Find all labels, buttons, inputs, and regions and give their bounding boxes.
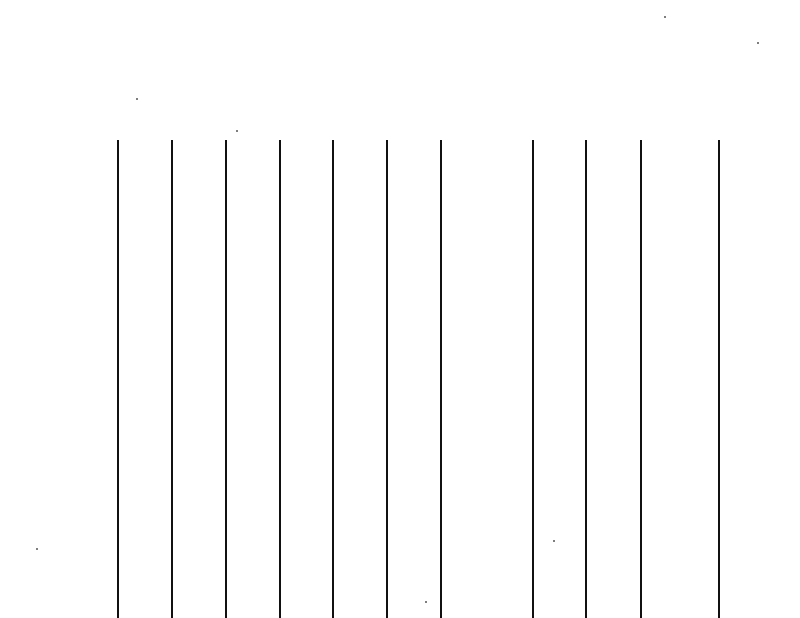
- signature-entry-9: [176, 140, 222, 618]
- signature-entry-11: [68, 140, 114, 618]
- signature-entry-2: [590, 140, 638, 618]
- row-divider: [585, 140, 587, 618]
- signature-entry-8: [230, 140, 276, 618]
- row-divider: [171, 140, 173, 618]
- row-divider: [225, 140, 227, 618]
- scan-speck: [236, 130, 238, 132]
- signature-entry-4: [446, 140, 530, 618]
- signature-entry-3: [536, 140, 584, 618]
- signature-entry-7: [284, 140, 330, 618]
- scan-speck: [36, 548, 38, 550]
- signature-entry-10: [122, 140, 168, 618]
- row-divider: [386, 140, 388, 618]
- row-divider: [532, 140, 534, 618]
- signature-entry-6: [338, 140, 384, 618]
- row-divider: [440, 140, 442, 618]
- signature-entry-5: [392, 140, 438, 618]
- row-divider: [117, 140, 119, 618]
- row-divider: [279, 140, 281, 618]
- row-divider: [718, 140, 720, 618]
- row-divider: [640, 140, 642, 618]
- scan-speck: [757, 42, 759, 44]
- row-divider: [332, 140, 334, 618]
- scan-speck: [664, 16, 666, 18]
- signature-entry-1: [646, 140, 718, 618]
- scan-speck: [136, 98, 138, 100]
